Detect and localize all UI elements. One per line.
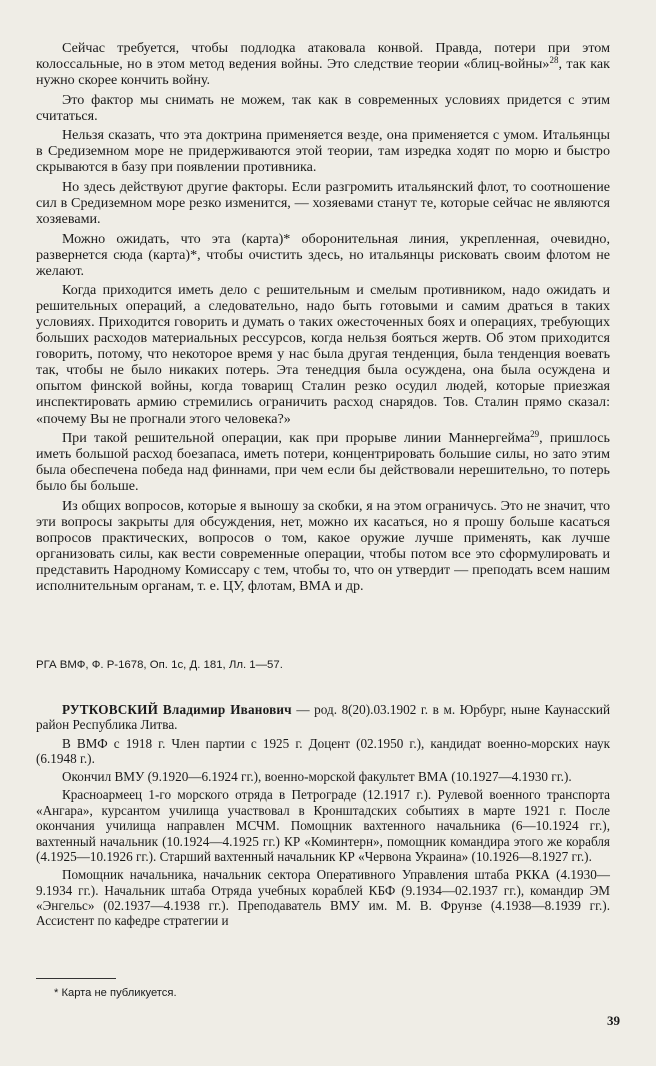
bio-name: РУТКОВСКИЙ Владимир Иванович	[62, 702, 292, 717]
speech-paragraph: Но здесь действуют другие факторы. Если разгромить итальянский флот, то соотношение сил в Средиземном море резко изменится, — хозяевами станут те, которые сейчас не являются хозяевами.	[36, 178, 610, 227]
speech-text	[36, 40, 610, 598]
speech-paragraph: Из общих вопросов, которые я выношу за скобки, я на этом ограничусь. Это не значит, что эти вопросы закрыты для обсуждения, нет, можно их касаться, но я прошу больше касаться вопросов практических, вопросов о том, какое оружие лучше применять, как лучше организовать силы, как вести современные операции, чтобы потом все это сформулировать и представить Народному Комиссару с тем, чтобы то, что он утвердит — преподать всем нашим исполнительным органам, т. е. ЦУ, флотам, ВМА и др.	[36, 497, 610, 594]
page-number: 39	[607, 1013, 620, 1028]
speech-paragraph: Нельзя сказать, что эта доктрина применяется везде, она применяется с умом. Итальянцы в Средиземном море не придерживаются этой теории, там изредка ходят по морю и быстро скрываются в базу при появлении противника.	[36, 127, 610, 176]
archive-reference: РГА ВМФ, Ф. Р-1678, Оп. 1с, Д. 181, Лл. 1—57.	[36, 659, 283, 671]
biography	[36, 702, 610, 932]
speech-paragraph: Сейчас требуется, чтобы подлодка атаковала конвой. Правда, потери при этом колоссальные, но в этом метод ведения войны. Это следствие теории «блиц-войны»$^{28}$, так как нужно скорее кончить войну.	[36, 40, 610, 89]
speech-paragraph: Когда приходится иметь дело с решительным и смелым противником, надо ожидать и решительных операций, а следовательно, надо быть готовыми и самим драться в таких условиях. Приходится говорить и думать о таких ожесточенных боях и операциях, требующих больших расходов материальных рессурсов, когда нельзя бояться жертв. Об этом приходится говорить, потому, что некоторое время у нас была другая тенденция, была тенденция воевать так, чтобы не было никаких потерь. Эта тенедция была осуждена, она была осуждена и опытом финской войны, когда товарищ Сталин резко осудил людей, которые приезжая инспектировать армию стремились ограничить расход снарядов. Тов. Сталин прямо сказал: «почему Вы не прогнали этого человека?»	[36, 282, 610, 427]
footnote-mark: 29	[530, 429, 540, 440]
footnote: * Карта не публикуется.	[54, 987, 177, 999]
footnote-divider	[36, 978, 116, 979]
footnote-mark: 28	[549, 55, 559, 66]
bio-paragraph: Красноармеец 1-го морского отряда в Петрограде (12.1917 г.). Рулевой военного транспорта «Ангара», курсантом училища участвовал в Кронштадских событиях в марте 1921 г. После окончания училища направлен МСЧМ. Помощник вахтенного начальника (6—10.1924 гг.), вахтенный начальник (10.1924—4.1925 гг.) КР «Коминтерн», помощник командира этого же корабля (4.1925—10.1926 гг.). Старший вахтенный начальник КР «Червона Украина» (10.1926—8.1927 гг.).	[36, 787, 610, 865]
speech-paragraph: При такой решительной операции, как при прорыве линии Маннергейма$^{29}$, пришлось иметь большой расход боезапаса, иметь потери, концентрировать большие силы, но зато этим была обеспечена победа над финнами, при чем если бы действовали нерешительно, то потерь было бы больше.	[36, 429, 610, 495]
speech-paragraph: Можно ожидать, что эта (карта)* оборонительная линия, укрепленная, очевидно, развернется сюда (карта)*, чтобы очистить здесь, но итальянцы рисковать своим флотом не желают.	[36, 230, 610, 279]
bio-paragraph: Окончил ВМУ (9.1920—6.1924 гг.), военно-морской факультет ВМА (10.1927—4.1930 гг.).	[62, 769, 572, 785]
bio-paragraph: В ВМФ с 1918 г. Член партии с 1925 г. Доцент (02.1950 г.), кандидат военно-морских наук (6.1948 г.).	[36, 735, 610, 767]
bio-lead: РУТКОВСКИЙ Владимир Иванович — род. 8(20).03.1902 г. в м. Юрбург, ныне Каунасский район Республика Литва.	[36, 702, 611, 733]
speech-paragraph: Это фактор мы снимать не можем, так как в современных условиях придется с этим считаться.	[36, 91, 610, 124]
bio-paragraph: Помощник начальника, начальник сектора Оперативного Управления штаба РККА (4.1930—9.1934 гг.). Начальник штаба Отряда учебных кораблей КБФ (9.1934—02.1937 гг.), командир ЭМ «Энгельс» (02.1937—4.1938 гг.). Преподаватель ВМУ им. М. В. Фрунзе (4.1938—8.1939 гг.). Ассистент по кафедре стратегии и	[36, 867, 610, 929]
